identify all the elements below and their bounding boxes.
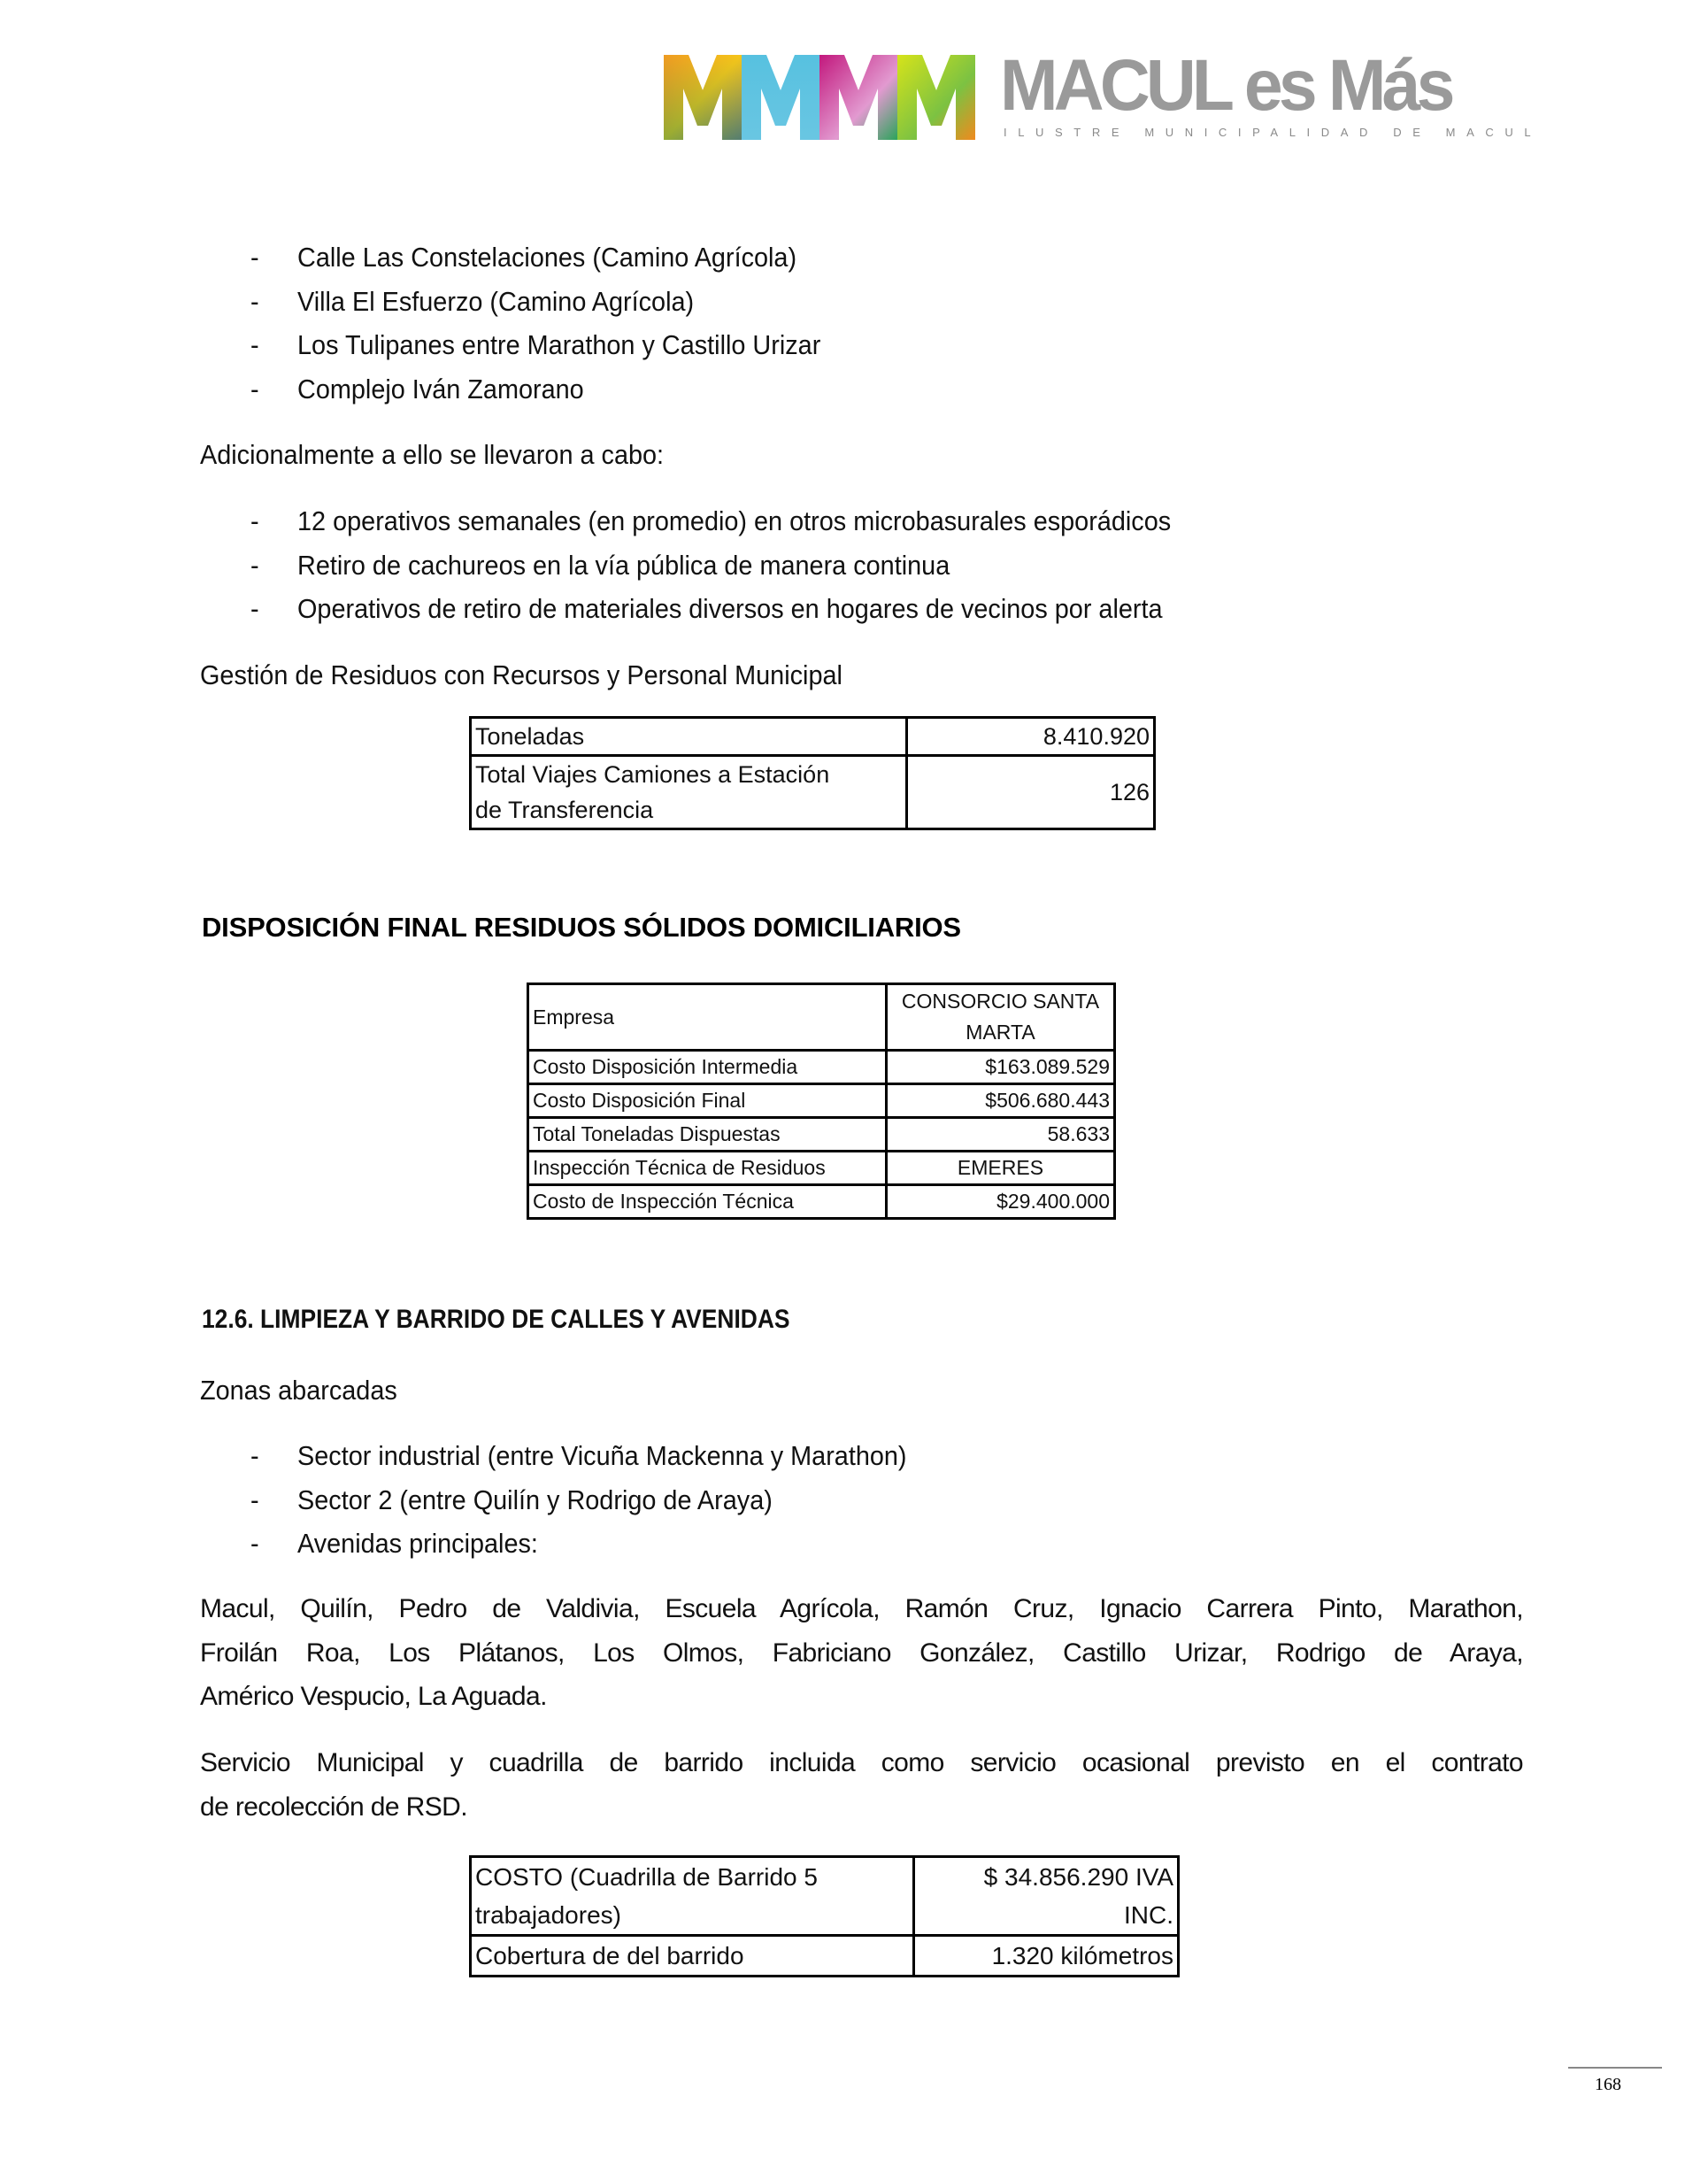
table-row	[528, 1084, 1115, 1118]
table-cell-value	[887, 984, 1115, 1051]
table-row	[471, 718, 1155, 756]
label-line: trabajadores)	[475, 1901, 621, 1929]
list-dash: -	[250, 329, 259, 360]
value-line: CONSORCIO SANTA	[901, 990, 1100, 1013]
value-line: $ 34.856.290 IVA	[983, 1863, 1173, 1891]
table-row	[528, 1051, 1115, 1084]
paragraph-line: Américo Vespucio, La Aguada.	[200, 1682, 547, 1711]
table-gestion-residuos	[469, 716, 1156, 830]
table-cell-label: Cobertura de del barrido	[471, 1936, 914, 1977]
list-dash: -	[250, 373, 259, 405]
list-dash: -	[250, 593, 259, 624]
table-cell-value: $29.400.000	[887, 1185, 1115, 1219]
list-item-text: Avenidas principales:	[297, 1528, 538, 1559]
table-cell-value: 1.320 kilómetros	[914, 1936, 1179, 1977]
table-cell-value: 8.410.920	[907, 718, 1155, 756]
list-dash: -	[250, 1440, 259, 1471]
table-cell-value: $163.089.529	[887, 1051, 1115, 1084]
value-line: INC.	[1124, 1901, 1173, 1929]
list-dash: -	[250, 505, 259, 536]
table-row	[528, 1185, 1115, 1219]
table-cell-label	[471, 756, 907, 829]
list-item-text: Complejo Iván Zamorano	[297, 373, 584, 405]
table-cell-value: 126	[907, 756, 1155, 829]
list-dash: -	[250, 242, 259, 273]
list-item-text: Sector 2 (entre Quilín y Rodrigo de Araya)	[297, 1484, 773, 1515]
list-item-text: 12 operativos semanales (en promedio) en otros microbasurales esporádicos	[297, 505, 1172, 536]
table-row	[528, 1118, 1115, 1152]
list-item-text: Villa El Esfuerzo (Camino Agrícola)	[297, 285, 695, 317]
list-item-text: Calle Las Constelaciones (Camino Agrícola)	[297, 242, 797, 273]
paragraph-line: Froilán Roa, Los Plátanos, Los Olmos, Fabriciano González, Castillo Urizar, Rodrigo de Araya,	[200, 1638, 1523, 1668]
table-cell-value: $506.680.443	[887, 1084, 1115, 1118]
section-heading-limpieza: 12.6. LIMPIEZA Y BARRIDO DE CALLES Y AVENIDAS	[202, 1305, 790, 1334]
table-cell-label: Empresa	[528, 984, 887, 1051]
table-cell-value: EMERES	[887, 1152, 1115, 1185]
table-cell-label	[471, 1857, 914, 1936]
list-dash: -	[250, 1528, 259, 1559]
table-disposicion-final	[527, 983, 1116, 1220]
table-cell-label: Inspección Técnica de Residuos	[528, 1152, 887, 1185]
list-item-text: Operativos de retiro de materiales diversos en hogares de vecinos por alerta	[297, 593, 1163, 624]
table-row	[528, 1152, 1115, 1185]
table-cell-label: Costo de Inspección Técnica	[528, 1185, 887, 1219]
table-cell-label: Total Toneladas Dispuestas	[528, 1118, 887, 1152]
list-dash: -	[250, 285, 259, 317]
table-header-row	[528, 984, 1115, 1051]
paragraph-servicio	[200, 1741, 1523, 1829]
label-line: COSTO (Cuadrilla de Barrido 5	[475, 1863, 818, 1891]
list-dash: -	[250, 1484, 259, 1515]
paragraph-adicional: Adicionalmente a ello se llevaron a cabo:	[200, 439, 665, 470]
table-row	[471, 1857, 1179, 1936]
table-cell-value: 58.633	[887, 1118, 1115, 1152]
table-cell-label: Costo Disposición Intermedia	[528, 1051, 887, 1084]
paragraph-line: Servicio Municipal y cuadrilla de barrido incluida como servicio ocasional previsto en el contrato	[200, 1748, 1523, 1777]
value-line: MARTA	[966, 1021, 1035, 1044]
paragraph-avenidas	[200, 1587, 1523, 1719]
logo-subtitle: ILUSTRE MUNICIPALIDAD DE MACUL	[1004, 126, 1543, 139]
list-dash: -	[250, 549, 259, 581]
logo-title: MACUL es Más	[1000, 45, 1451, 126]
label-line: Total Viajes Camiones a Estación	[475, 761, 830, 788]
footer-rule	[1568, 2067, 1662, 2069]
section-heading-disposicion: DISPOSICIÓN FINAL RESIDUOS SÓLIDOS DOMICILIARIOS	[202, 912, 961, 943]
list-item-text: Retiro de cachureos en la vía pública de manera continua	[297, 549, 950, 581]
paragraph-line: Macul, Quilín, Pedro de Valdivia, Escuela Agrícola, Ramón Cruz, Ignacio Carrera Pinto, Marathon,	[200, 1594, 1523, 1623]
list-item-text: Los Tulipanes entre Marathon y Castillo Urizar	[297, 329, 821, 360]
table-row	[471, 756, 1155, 829]
table-barrido	[469, 1855, 1180, 1977]
list-item-text: Sector industrial (entre Vicuña Mackenna y Marathon)	[297, 1440, 907, 1471]
table-cell-value	[914, 1857, 1179, 1936]
paragraph-gestion: Gestión de Residuos con Recursos y Personal Municipal	[200, 659, 842, 690]
paragraph-zonas: Zonas abarcadas	[200, 1375, 397, 1406]
paragraph-line: de recolección de RSD.	[200, 1792, 467, 1822]
label-line: de Transferencia	[475, 797, 654, 823]
table-cell-label: Costo Disposición Final	[528, 1084, 887, 1118]
logo-mark-icon	[664, 55, 975, 140]
page-number: 168	[1595, 2075, 1621, 2094]
table-row	[471, 1936, 1179, 1977]
table-cell-label: Toneladas	[471, 718, 907, 756]
